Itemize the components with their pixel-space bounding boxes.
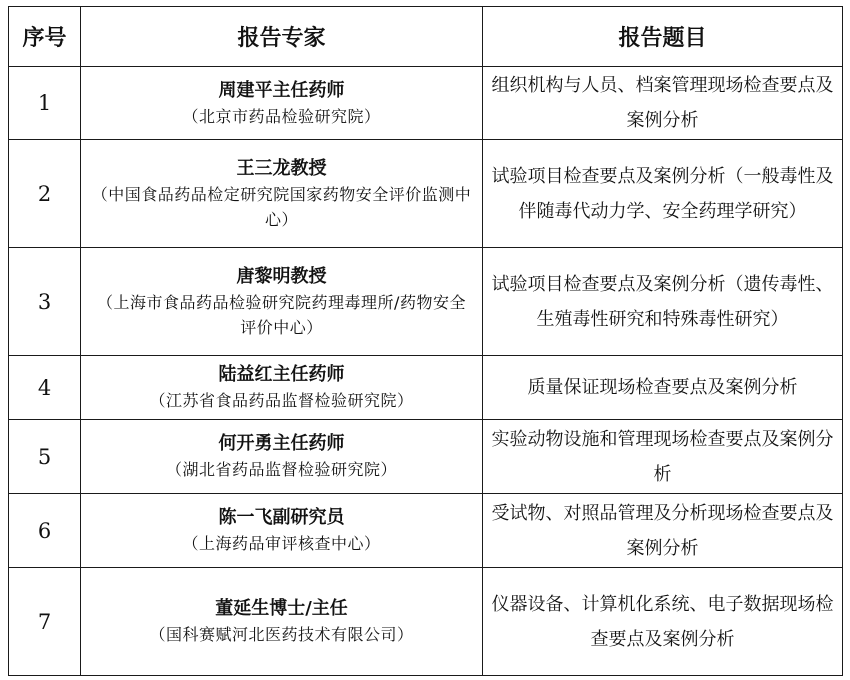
expert-cell bbox=[81, 420, 483, 494]
expert-name: 董延生博士/主任 bbox=[215, 598, 348, 619]
expert-organization: （上海药品审评核查中心） bbox=[182, 534, 381, 553]
expert-organization: （中国食品药品检定研究院国家药物安全评价监测中心） bbox=[91, 184, 472, 229]
expert-name: 陆益红主任药师 bbox=[218, 364, 345, 385]
table-row bbox=[9, 420, 843, 494]
expert-name: 唐黎明教授 bbox=[236, 265, 327, 287]
row-number: 6 bbox=[9, 494, 81, 568]
expert-name: 周建平主任药师 bbox=[218, 79, 345, 101]
table-row bbox=[9, 494, 843, 568]
expert-organization: （国科赛赋河北医药技术有限公司） bbox=[149, 625, 414, 644]
header-number: 序号 bbox=[9, 7, 81, 67]
expert-organization: （江苏省食品药品监督检验研究院） bbox=[149, 391, 414, 410]
expert-cell bbox=[81, 248, 483, 356]
table-header-row bbox=[9, 7, 843, 67]
expert-organization: （湖北省药品监督检验研究院） bbox=[165, 460, 397, 479]
expert-cell bbox=[81, 67, 483, 140]
header-expert: 报告专家 bbox=[81, 7, 483, 67]
report-topic: 试验项目检查要点及案例分析（遗传毒性、生殖毒性研究和特殊毒性研究） bbox=[483, 248, 843, 356]
speaker-schedule-table bbox=[8, 6, 843, 676]
expert-name: 陈一飞副研究员 bbox=[218, 507, 345, 528]
row-number: 5 bbox=[9, 420, 81, 494]
table-row bbox=[9, 248, 843, 356]
table-row bbox=[9, 67, 843, 140]
expert-organization: （北京市药品检验研究院） bbox=[182, 106, 381, 126]
expert-cell bbox=[81, 568, 483, 676]
row-number: 2 bbox=[9, 140, 81, 248]
report-topic: 质量保证现场检查要点及案例分析 bbox=[483, 356, 843, 420]
row-number: 4 bbox=[9, 356, 81, 420]
table-row bbox=[9, 568, 843, 676]
report-topic: 组织机构与人员、档案管理现场检查要点及案例分析 bbox=[483, 67, 843, 140]
table-row bbox=[9, 356, 843, 420]
expert-name: 何开勇主任药师 bbox=[218, 433, 345, 454]
expert-cell bbox=[81, 494, 483, 568]
expert-cell bbox=[81, 140, 483, 248]
expert-organization: （上海市食品药品检验研究院药理毒理所/药物安全评价中心） bbox=[97, 292, 466, 337]
row-number: 7 bbox=[9, 568, 81, 676]
header-topic: 报告题目 bbox=[483, 7, 843, 67]
report-topic: 实验动物设施和管理现场检查要点及案例分析 bbox=[483, 420, 843, 494]
row-number: 1 bbox=[9, 67, 81, 140]
table-row bbox=[9, 140, 843, 248]
report-topic: 受试物、对照品管理及分析现场检查要点及案例分析 bbox=[483, 494, 843, 568]
report-topic: 试验项目检查要点及案例分析（一般毒性及伴随毒代动力学、安全药理学研究） bbox=[483, 140, 843, 248]
report-topic: 仪器设备、计算机化系统、电子数据现场检查要点及案例分析 bbox=[483, 568, 843, 676]
expert-name: 王三龙教授 bbox=[236, 157, 327, 179]
row-number: 3 bbox=[9, 248, 81, 356]
expert-cell bbox=[81, 356, 483, 420]
